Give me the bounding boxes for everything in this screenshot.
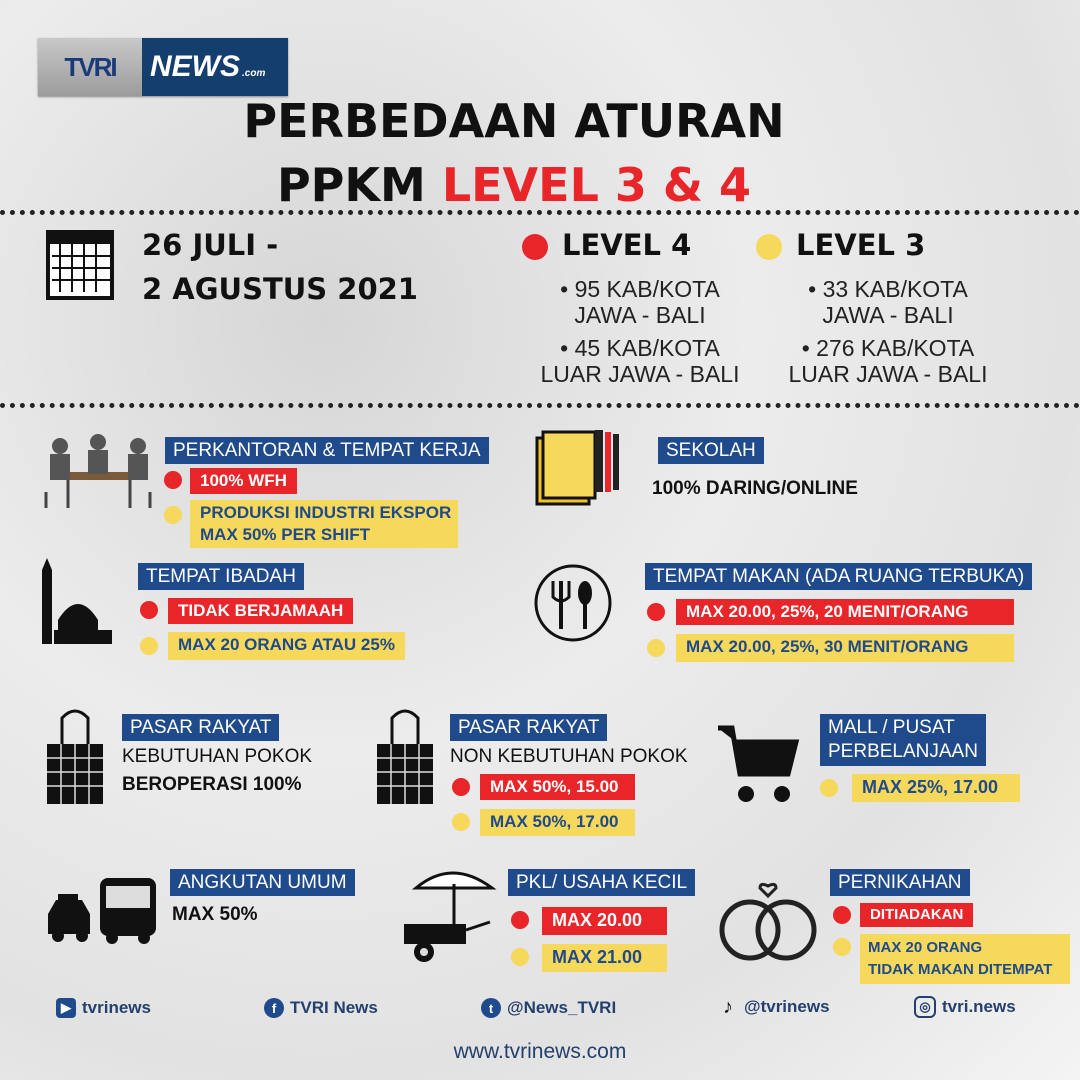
title-level: LEVEL 3 & 4 [441,158,752,212]
mosque-icon [38,558,114,646]
level4-dot [522,234,548,260]
kantor-level4: 100% WFH [190,468,297,494]
kantor-level3: PRODUKSI INDUSTRI EKSPOR MAX 50% PER SHIFT [190,500,458,548]
ibadah-level3: MAX 20 ORANG ATAU 25% [168,632,405,660]
tiktok-icon: ♪ [723,995,733,1018]
pasar1-text: KEBUTUHAN POKOK [122,746,313,767]
title-ppkm: PPKM [276,158,442,212]
level4-dot [511,911,529,929]
pkl-level4: MAX 20.00 [542,907,667,935]
twitter-icon: t [481,998,501,1018]
logo-suffix: .com [242,67,266,79]
pasar2-label: PASAR RAKYAT [450,714,607,741]
sekolah-label: SEKOLAH [658,437,764,464]
social-text: @News_TVRI [507,998,617,1017]
date-line2: 2 AGUSTUS 2021 [142,272,418,306]
makan-level4: MAX 20.00, 25%, 20 MENIT/ORANG [676,599,1014,625]
level3-dot [511,948,529,966]
level4-item: • 95 KAB/KOTA JAWA - BALI [560,276,720,328]
social-youtube[interactable] [56,998,151,1018]
date-line1: 26 JULI - [142,228,279,262]
books-icon [533,424,623,508]
title-line1: PERBEDAAN ATURAN [243,94,785,148]
level4-dot [140,601,158,619]
website-link[interactable]: www.tvrinews.com [453,1040,627,1063]
shopping-bag-icon [374,708,436,806]
pasar2-text: NON KEBUTUHAN POKOK [450,746,688,767]
nikah-label: PERNIKAHAN [830,869,970,896]
level3-item: • 276 KAB/KOTA LUAR JAWA - BALI [788,335,988,387]
wedding-rings-icon [716,880,822,962]
facebook-icon: f [264,998,284,1018]
social-facebook[interactable] [264,998,378,1018]
kantor-label: PERKANTORAN & TEMPAT KERJA [165,437,489,464]
pkl-level3: MAX 21.00 [542,944,667,972]
street-cart-icon [398,864,498,966]
logo-right: NEWS [150,50,240,83]
level3-dot [452,813,470,831]
social-twitter[interactable] [481,998,616,1018]
level3-dot [140,637,158,655]
level3-dot [833,938,851,956]
level4-dot [833,906,851,924]
sekolah-text: 100% DARING/ONLINE [652,478,858,499]
shopping-cart-icon [716,722,800,806]
social-text: tvri.news [942,997,1016,1016]
calendar-icon [44,226,120,304]
nikah-level3: MAX 20 ORANG TIDAK MAKAN DITEMPAT [860,934,1070,984]
makan-label: TEMPAT MAKAN (ADA RUANG TERBUKA) [645,563,1032,590]
pasar1-label: PASAR RAKYAT [122,714,279,741]
social-instagram[interactable] [914,996,1016,1018]
social-tiktok[interactable] [718,997,830,1017]
pasar2-level4: MAX 50%, 15.00 [480,774,635,800]
mall-label: MALL / PUSAT PERBELANJAAN [820,714,986,766]
level4-item: • 45 KAB/KOTA LUAR JAWA - BALI [540,335,740,387]
level3-item: • 33 KAB/KOTA JAWA - BALI [808,276,968,328]
shopping-bag-icon [44,708,106,806]
ibadah-label: TEMPAT IBADAH [138,563,304,590]
level3-dot [647,639,665,657]
level4-dot [164,471,182,489]
tvri-news-logo [38,38,288,96]
level3-label: LEVEL 3 [796,228,926,262]
office-meeting-icon [40,432,155,512]
mall-level3: MAX 25%, 17.00 [852,774,1020,802]
pkl-label: PKL/ USAHA KECIL [508,869,695,896]
level4-dot [452,778,470,796]
instagram-icon: ◎ [914,996,936,1018]
angkutan-label: ANGKUTAN UMUM [170,869,355,896]
nikah-level4: DITIADAKAN [860,903,973,927]
ibadah-level4: TIDAK BERJAMAAH [168,598,353,624]
title-line2 [0,158,1028,212]
makan-level3: MAX 20.00, 25%, 30 MENIT/ORANG [676,634,1014,662]
divider [0,403,1080,408]
taxi-bus-icon [44,874,158,946]
level3-dot [820,779,838,797]
fork-spoon-icon [533,563,613,643]
level4-label: LEVEL 4 [562,228,692,262]
social-text: @tvrinews [744,997,830,1016]
pasar2-level3: MAX 50%, 17.00 [480,809,635,836]
divider [0,210,1080,215]
social-text: TVRI News [290,998,378,1017]
level4-dot [647,603,665,621]
pasar1-bold: BEROPERASI 100% [122,774,302,795]
angkutan-text: MAX 50% [172,904,258,925]
youtube-icon: ▶ [56,998,76,1018]
level3-dot [164,506,182,524]
logo-left: TVRI [64,51,116,82]
level3-dot [756,234,782,260]
social-text: tvrinews [82,998,151,1017]
